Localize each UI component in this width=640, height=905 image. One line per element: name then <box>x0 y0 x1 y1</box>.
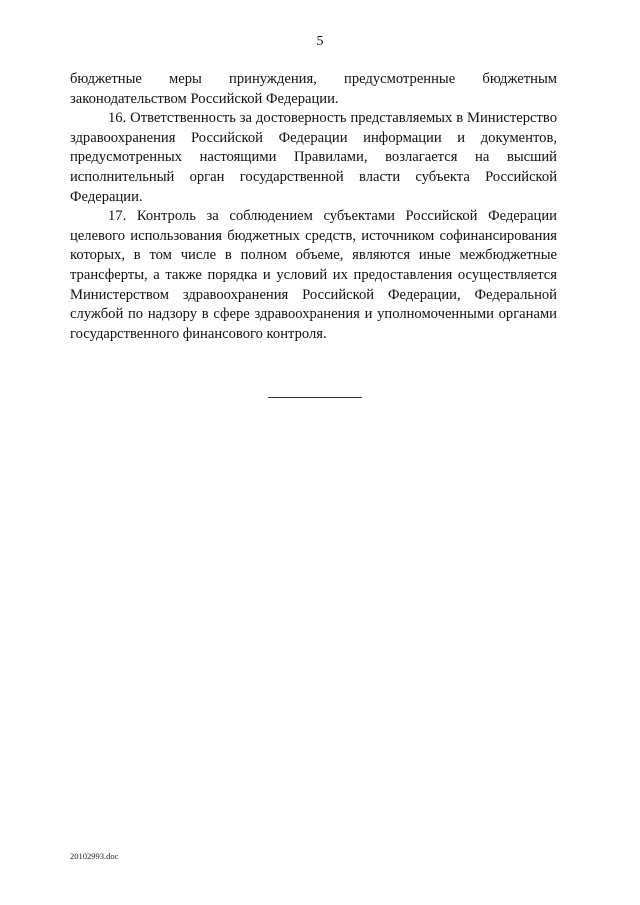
page-number: 5 <box>316 34 324 49</box>
file-name-label: 20102993.doc <box>70 851 119 861</box>
end-separator-line <box>268 397 362 398</box>
paragraph-16: 16. Ответственность за достоверность представляемых в Министерство здравоохранения Российской Федерации информации и документов, предусмотренных настоящими Правилами, возлагается на высший исполнительный орган государственной власти субъекта Российской Федерации. <box>70 110 557 205</box>
paragraph-17: 17. Контроль за соблюдением субъектами Российской Федерации целевого использования бюджетных средств, источником софинансирования которых, в том числе в полном объеме, являются иные межбюджетные трансферты, а также порядка и условий их предоставления осуществляется Министерством здравоохранения Российской Федерации, Федеральной службой по надзору в сфере здравоохранения и уполномоченными органами государственного финансового контроля. <box>70 208 557 342</box>
document-body <box>70 70 557 344</box>
paragraph-continuation: бюджетные меры принуждения, предусмотренные бюджетным законодательством Российской Федерации. <box>70 71 557 107</box>
